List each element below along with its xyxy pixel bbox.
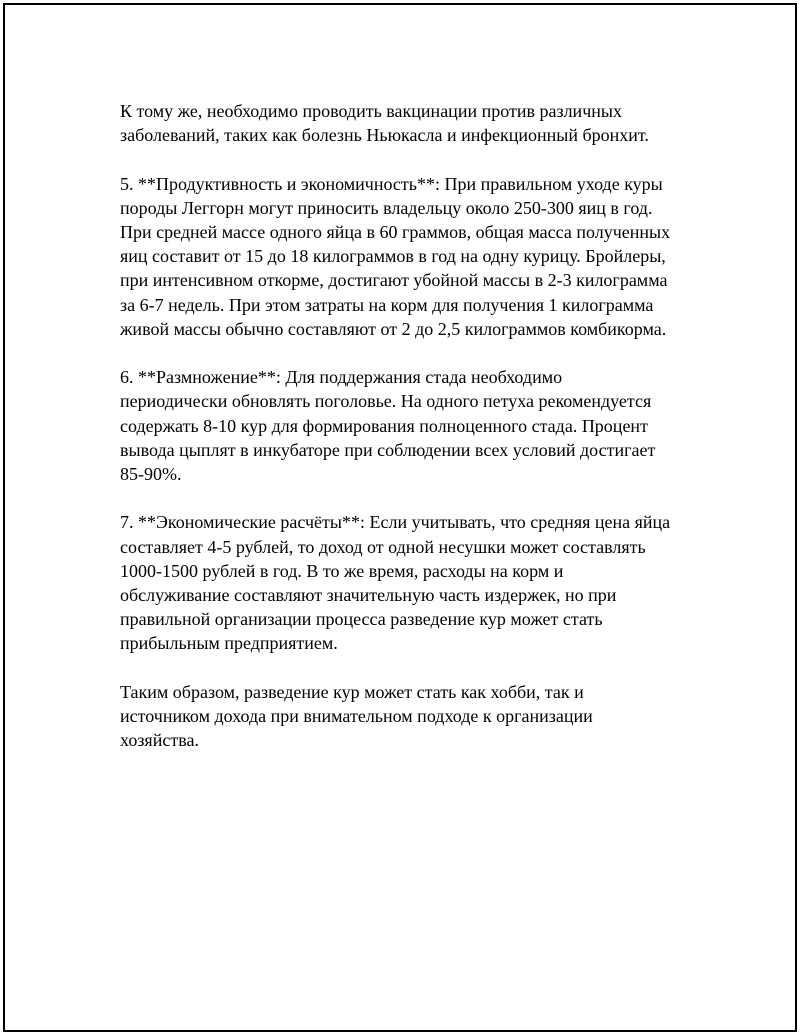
text-line: 1000-1500 рублей в год. В то же время, расходы на корм и [120,560,564,581]
text-line: за 6-7 недель. При этом затраты на корм для получения 1 килограмма [120,294,654,315]
page-frame [3,3,797,1032]
text-line: прибыльным предприятием. [120,633,338,654]
text-line: породы Леггорн могут приносить владельцу около 250-300 яиц в год. [120,197,653,218]
text-line: источником дохода при внимательном подходе к организации [120,706,593,727]
paragraph-conclusion [120,680,720,753]
text-line: обслуживание составляют значительную часть издержек, но при [120,585,617,606]
paragraph-breeding [120,365,720,486]
text-line: содержать 8-10 кур для формирования полноценного стада. Процент [120,415,648,436]
text-line: При средней массе одного яйца в 60 граммов, общая масса полученных [120,222,671,242]
text-line: периодически обновлять поголовье. На одного петуха рекомендуется [120,391,652,412]
text-line: яиц составит от 15 до 18 килограммов в год на одну курицу. Бройлеры, [120,246,666,267]
text-line: вывода цыплят в инкубаторе при соблюдении всех условий достигает [120,439,656,460]
text-line: составляет 4-5 рублей, то доход от одной несушки может составлять [120,536,646,557]
text-line: 5. **Продуктивность и экономичность**: При правильном уходе куры [120,173,663,194]
document-body [120,99,720,777]
paragraph-productivity [120,172,720,341]
text-line: Таким образом, разведение кур может стать как хобби, так и [120,681,584,702]
text-line: при интенсивном откорме, достигают убойной массы в 2-3 килограмма [120,270,668,291]
text-line: 85-90%. [120,464,182,485]
paragraph-vaccination [120,99,720,147]
text-line: живой массы обычно составляют от 2 до 2,5 килограммов комбикорма. [120,318,667,339]
text-line: хозяйства. [120,730,199,751]
text-line: правильной организации процесса разведение кур может стать [120,609,603,630]
text-line: 6. **Размножение**: Для поддержания стада необходимо [120,367,563,388]
paragraph-economics [120,510,720,655]
text-line: 7. **Экономические расчёты**: Если учитывать, что средняя цена яйца [120,512,671,533]
text-line: К тому же, необходимо проводить вакцинации против различных [120,101,622,121]
text-line: заболеваний, таких как болезнь Ньюкасла и инфекционный бронхит. [120,125,649,146]
